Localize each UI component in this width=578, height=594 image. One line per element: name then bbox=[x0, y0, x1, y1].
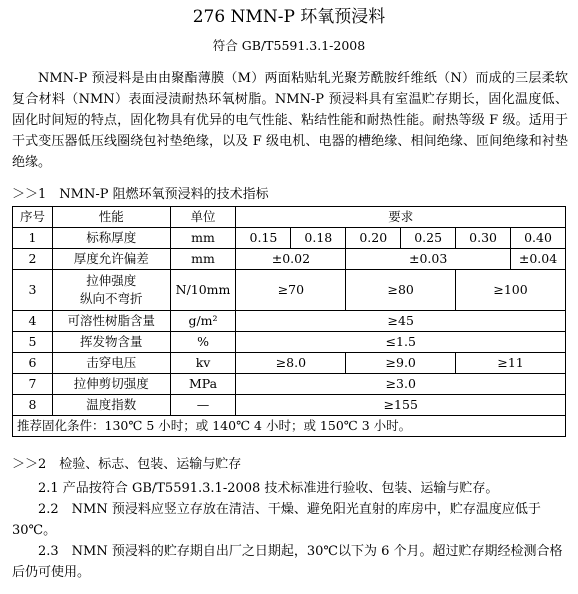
row-unit: MPa bbox=[170, 374, 236, 395]
row-value: 0.25 bbox=[401, 228, 456, 249]
row-no: 4 bbox=[13, 311, 53, 332]
row-value: 0.20 bbox=[346, 228, 401, 249]
section2-title: ＞＞2 检验、标志、包装、运输与贮存 bbox=[12, 457, 242, 472]
header-no: 序号 bbox=[13, 207, 53, 228]
row-property: 可溶性树脂含量 bbox=[52, 311, 170, 332]
standard-reference: 符合 GB/T5591.3.1-2008 bbox=[212, 38, 366, 53]
row-value: ±0.04 bbox=[511, 249, 566, 270]
table-row bbox=[13, 311, 566, 332]
section1-title: ＞＞1 NMN-P 阻燃环氧预浸料的技术指标 bbox=[12, 187, 269, 202]
row-value: ≤1.5 bbox=[236, 332, 566, 353]
row-no: 6 bbox=[13, 353, 53, 374]
table-row bbox=[13, 374, 566, 395]
row-no: 7 bbox=[13, 374, 53, 395]
intro-paragraph: NMN-P 预浸料是由由聚酯薄膜（M）两面粘贴轧光聚芳酰胺纤维纸（N）而成的三层柔软复合材料（NMN）表面浸渍耐热环氧树脂。NMN-P 预浸料具有室温贮存期长，固化温度低、固化时间短的特点，固化物具有优异的电气性能、粘结性能和耐热性能。耐热等级 F 级。适用于干式变压器低压线圈绕包衬垫绝缘，以及 F 级电机、电器的槽绝缘、相间绝缘、匝间绝缘和衬垫绝缘。 bbox=[12, 71, 568, 170]
curing-note: 推荐固化条件：130℃ 5 小时；或 140℃ 4 小时；或 150℃ 3 小时。 bbox=[13, 416, 566, 437]
section2-paragraph-3: 2.3 NMN 预浸料的贮存期自出厂之日期起，30℃以下为 6 个月。超过贮存期经检测合格后仍可使用。 bbox=[12, 544, 563, 580]
row-value: 0.40 bbox=[511, 228, 566, 249]
row-property: 击穿电压 bbox=[52, 353, 170, 374]
row-unit: kv bbox=[170, 353, 236, 374]
row-value: ±0.02 bbox=[236, 249, 346, 270]
row-property: 厚度允许偏差 bbox=[52, 249, 170, 270]
row-no: 3 bbox=[13, 270, 53, 311]
row-value: 0.18 bbox=[291, 228, 346, 249]
table-row bbox=[13, 332, 566, 353]
row-property: 温度指数 bbox=[52, 395, 170, 416]
row-no: 5 bbox=[13, 332, 53, 353]
row-property bbox=[52, 270, 170, 311]
table-row bbox=[13, 270, 566, 311]
row-value: ≥80 bbox=[346, 270, 456, 311]
row-no: 1 bbox=[13, 228, 53, 249]
row-unit: — bbox=[170, 395, 236, 416]
row-property-line: 拉伸强度 bbox=[86, 273, 137, 288]
table-header-row bbox=[13, 207, 566, 228]
page-title: 276 NMN-P 环氧预浸料 bbox=[192, 7, 386, 27]
row-value: ≥9.0 bbox=[346, 353, 456, 374]
table-row bbox=[13, 395, 566, 416]
row-unit: mm bbox=[170, 249, 236, 270]
row-value: ≥45 bbox=[236, 311, 566, 332]
section2-paragraph-1: 2.1 产品按符合 GB/T5591.3.1-2008 技术标准进行验收、包装、运输与贮存。 bbox=[38, 481, 499, 496]
row-unit: N/10mm bbox=[170, 270, 236, 311]
row-unit: g/m² bbox=[170, 311, 236, 332]
row-property: 挥发物含量 bbox=[52, 332, 170, 353]
spec-table bbox=[12, 206, 566, 437]
table-note-row bbox=[13, 416, 566, 437]
row-value: ≥70 bbox=[236, 270, 346, 311]
row-value: 0.15 bbox=[236, 228, 291, 249]
row-value: ≥3.0 bbox=[236, 374, 566, 395]
section2-paragraph-2: 2.2 NMN 预浸料应竖立存放在清洁、干燥、避免阳光直射的库房中，贮存温度应低于 30℃。 bbox=[12, 502, 541, 538]
row-unit: % bbox=[170, 332, 236, 353]
header-property: 性能 bbox=[52, 207, 170, 228]
row-value: 0.30 bbox=[456, 228, 511, 249]
row-value: ±0.03 bbox=[346, 249, 511, 270]
table-row bbox=[13, 353, 566, 374]
row-property: 拉伸剪切强度 bbox=[52, 374, 170, 395]
header-requirement: 要求 bbox=[236, 207, 566, 228]
table-row bbox=[13, 249, 566, 270]
table-row bbox=[13, 228, 566, 249]
row-value: ≥11 bbox=[456, 353, 566, 374]
row-property-line: 纵向不弯折 bbox=[79, 291, 143, 306]
header-unit: 单位 bbox=[170, 207, 236, 228]
row-property: 标称厚度 bbox=[52, 228, 170, 249]
row-no: 2 bbox=[13, 249, 53, 270]
row-value: ≥100 bbox=[456, 270, 566, 311]
row-no: 8 bbox=[13, 395, 53, 416]
row-unit: mm bbox=[170, 228, 236, 249]
row-value: ≥155 bbox=[236, 395, 566, 416]
row-value: ≥8.0 bbox=[236, 353, 346, 374]
